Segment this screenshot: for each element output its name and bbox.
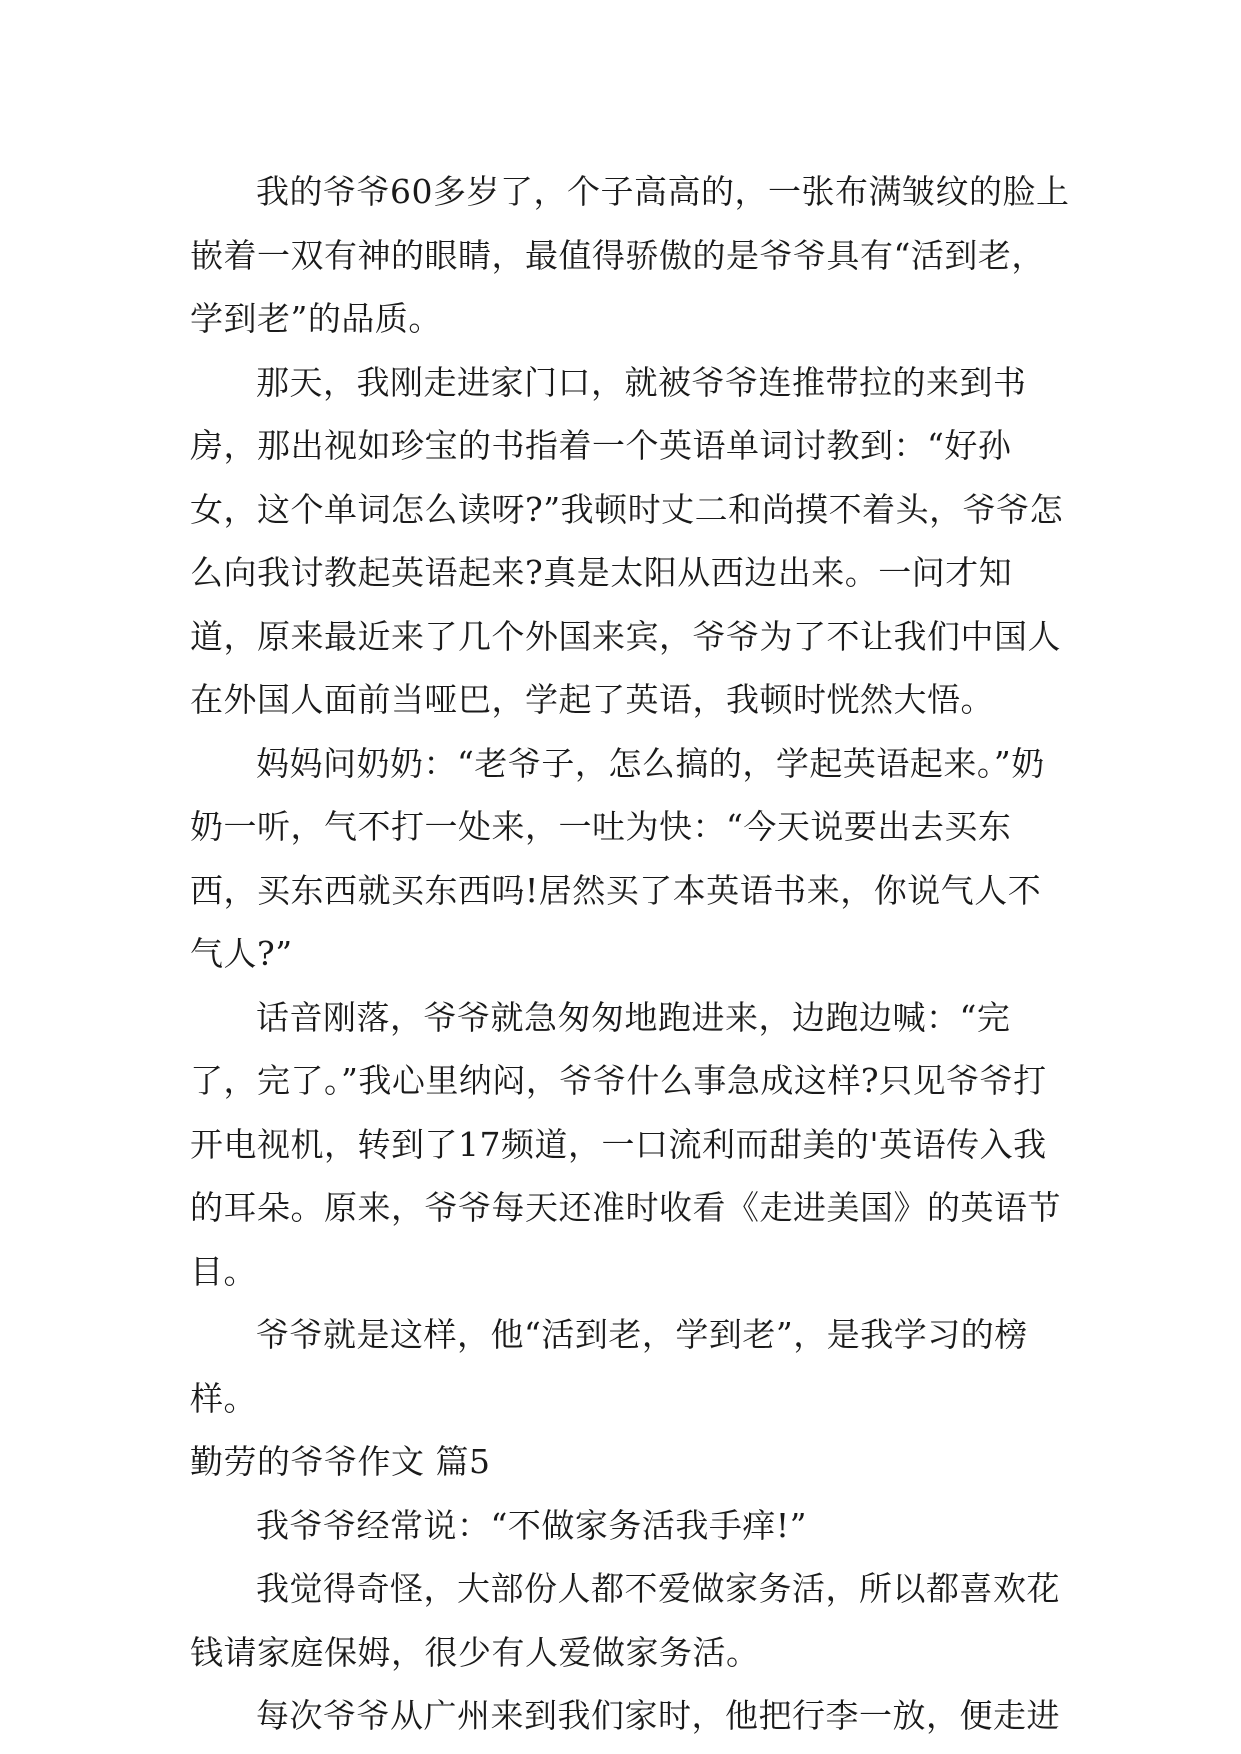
paragraph-conclusion: 爷爷就是这样，他“活到老，学到老”，是我学习的榜样。 [190,1315,1028,1418]
document-page [190,160,1070,1748]
paragraph-grandpa-description: 我的爷爷60多岁了，个子高高的，一张布满皱纹的脸上嵌着一双有神的眼睛，最值得骄傲的是爷爷具有“活到老，学到老”的品质。 [190,172,1070,338]
section-title: 勤劳的爷爷作文 篇5 [190,1442,491,1481]
paragraph-housework-strange: 我觉得奇怪，大部份人都不爱做家务活，所以都喜欢花钱请家庭保姆，很少有人爱做家务活。 [190,1569,1060,1672]
paragraph-english-question: 那天，我刚走进家门口，就被爷爷连推带拉的来到书房，那出视如珍宝的书指着一个英语单词讨教到：“好孙女，这个单词怎么读呀?”我顿时丈二和尚摸不着头，爷爷怎么向我讨教起英语起来?真是太阳从西边出来。一问才知道，原来最近来了几个外国来宾，爷爷为了不让我们中国人在外国人面前当哑巴，学起了英语，我顿时恍然大悟。 [190,362,1064,719]
paragraph-mom-asks-grandma: 妈妈问奶奶：“老爷子，怎么搞的，学起英语起来。”奶奶一听，气不打一处来，一吐为快：“今天说要出去买东西，买东西就买东西吗!居然买了本英语书来，你说气人不气人?” [190,743,1045,973]
paragraph-grandpa-arrives: 每次爷爷从广州来到我们家时，他把行李一放，便走进 [256,1696,1060,1735]
paragraph-tv-english-program: 话音刚落，爷爷就急匆匆地跑进来，边跑边喊：“完了，完了。”我心里纳闷，爷爷什么事急成这样?只见爷爷打开电视机，转到了17频道，一口流利而甜美的'英语传入我的耳朵。原来，爷爷每天还准时收看《走进美国》的英语节目。 [190,997,1061,1291]
paragraph-grandpa-quote: 我爷爷经常说：“不做家务活我手痒!” [256,1505,808,1545]
